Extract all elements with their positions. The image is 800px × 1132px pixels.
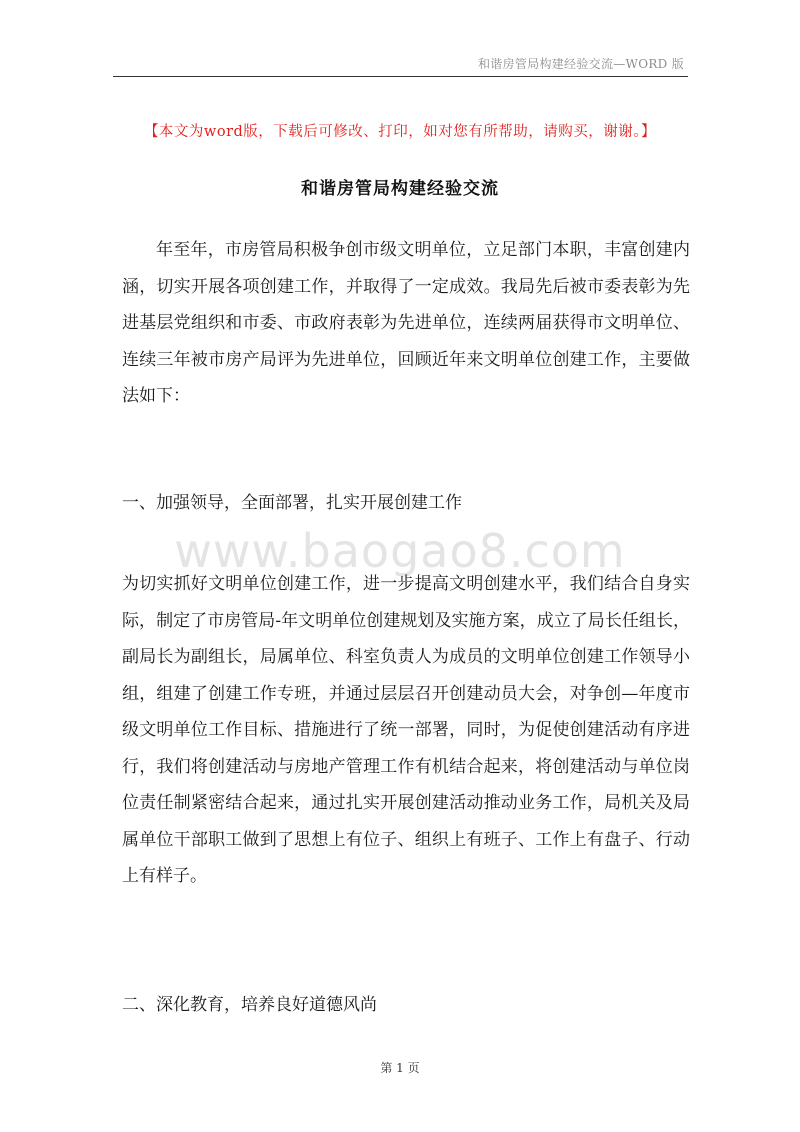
intro-paragraph: 年至年，市房管局积极争创市级文明单位，立足部门本职，丰富创建内涵，切实开展各项创建工作，并取得了一定成效。我局先后被市委表彰为先进基层党组织和市委、市政府表彰为先进单位，连续两届获得市文明单位、连续三年被市房产局评为先进单位，回顾近年来文明单位创建工作，主要做法如下：	[122, 240, 690, 406]
watermark: www.baogao8.com	[174, 524, 626, 578]
section-1-paragraph: 为切实抓好文明单位创建工作，进一步提高文明创建水平，我们结合自身实际，制定了市房管局-年文明单位创建规划及实施方案，成立了局长任组长，副局长为副组长，局属单位、科室负责人为成员的文明单位创建工作领导小组，组建了创建工作专班，并通过层层召开创建动员大会，对争创—年度市级文明单位工作目标、措施进行了统一部署，同时，为促使创建活动有序进行，我们将创建活动与房地产管理工作有机结合起来，将创建活动与单位岗位责任制紧密结合起来，通过扎实开展创建活动推动业务工作，局机关及局属单位干部职工做到了思想上有位子、组织上有班子、工作上有盘子、行动上有样子。	[122, 574, 690, 886]
section-1-heading: 一、加强领导，全面部署，扎实开展创建工作	[122, 493, 462, 513]
document-title: 和谐房管局构建经验交流	[301, 179, 499, 199]
page-number: 第 1 页	[380, 1061, 420, 1075]
section-2-heading: 二、深化教育，培养良好道德风尚	[122, 995, 377, 1015]
download-notice: 【本文为word版，下载后可修改、打印，如对您有所帮助，请购买，谢谢。】	[143, 124, 657, 140]
header-divider	[113, 76, 688, 77]
running-header: 和谐房管局构建经验交流—WORD 版	[477, 57, 684, 71]
